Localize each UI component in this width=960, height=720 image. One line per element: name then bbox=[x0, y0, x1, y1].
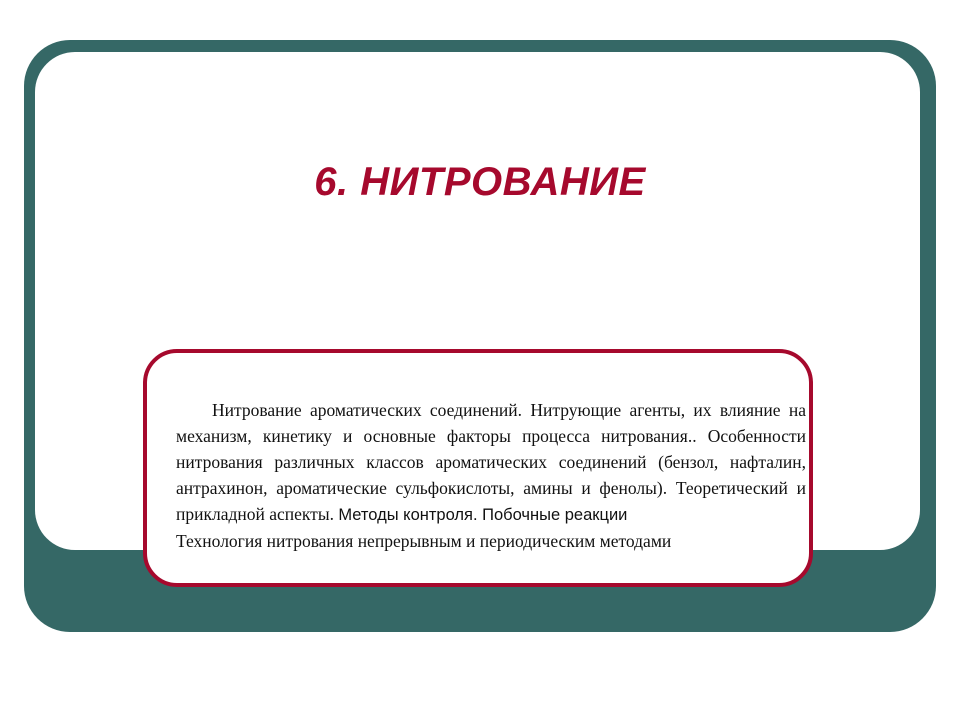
slide-title: 6. НИТРОВАНИЕ bbox=[314, 160, 646, 204]
content-sans-text: Методы контроля. Побочные реакции bbox=[338, 506, 628, 524]
content-serif-text: Нитрование ароматических соединений. Нитрующие агенты, их влияние на механизм, кинетику и основные факторы процесса нитрования.. Особенности нитрования различных классов ароматических соединений (бензол, нафталин, антрахинон, ароматические сульфокислоты, амины и фенолы). Теоретический и прикладной аспекты. bbox=[176, 400, 806, 524]
content-box bbox=[143, 349, 813, 587]
content-last-line: Технология нитрования непрерывным и периодическим методами bbox=[176, 531, 672, 551]
content-text bbox=[176, 397, 806, 554]
